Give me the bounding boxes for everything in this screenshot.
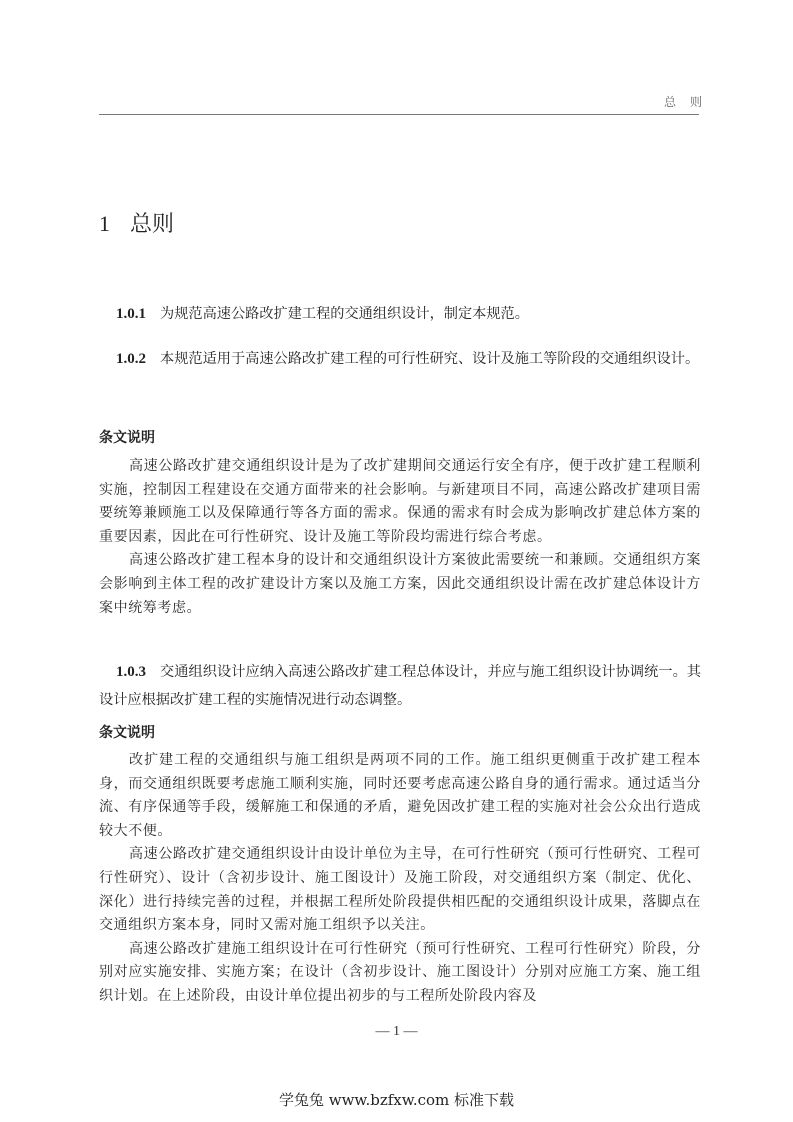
explanatory-note	[99, 749, 701, 1009]
chapter-number: 1	[99, 211, 110, 236]
page-number: — 1 —	[375, 1024, 418, 1039]
clause-1-0-3	[99, 658, 701, 714]
watermark-footer: 学兔兔 www.bzfxw.com 标准下载	[278, 1091, 515, 1109]
header-rule	[99, 114, 699, 115]
clause-number: 1.0.1	[116, 306, 146, 322]
clause-1-0-1	[99, 300, 701, 328]
clause-1-0-2	[99, 345, 701, 373]
note-paragraph: 高速公路改扩建交通组织设计由设计单位为主导，在可行性研究（预可行性研究、工程可行性研究）、设计（含初步设计、施工图设计）及施工阶段，对交通组织方案（制定、优化、深化）进行持续完善的过程，并根据工程所处阶段提供相匹配的交通组织设计成果，落脚点在交通组织方案本身，同时又需对施工组织予以关注。	[99, 846, 701, 934]
clause-text: 为规范高速公路改扩建工程的交通组织设计，制定本规范。	[160, 306, 529, 322]
note-paragraph: 高速公路改扩建工程本身的设计和交通组织设计方案彼此需要统一和兼顾。交通组织方案会影响到主体工程的改扩建设计方案以及施工方案，因此交通组织设计需在改扩建总体设计方案中统筹考虑。	[99, 552, 701, 616]
note-title: 条文说明	[99, 430, 155, 446]
chapter-title	[99, 207, 174, 238]
note-title: 条文说明	[99, 725, 155, 741]
clause-text: 交通组织设计应纳入高速公路改扩建工程总体设计，并应与施工组织设计协调统一。其设计应根据改扩建工程的实施情况进行动态调整。	[99, 664, 701, 708]
clause-text: 本规范适用于高速公路改扩建工程的可行性研究、设计及施工等阶段的交通组织设计。	[160, 351, 700, 367]
note-paragraph: 高速公路改扩建施工组织设计在可行性研究（预可行性研究、工程可行性研究）阶段，分别对应实施安排、实施方案；在设计（含初步设计、施工图设计）分别对应施工方案、施工组织计划。在上述阶段，由设计单位提出初步的与工程所处阶段内容及	[99, 940, 701, 1004]
note-paragraph: 高速公路改扩建交通组织设计是为了改扩建期间交通运行安全有序，便于改扩建工程顺利实施，控制因工程建设在交通方面带来的社会影响。与新建项目不同，高速公路改扩建项目需要统筹兼顾施工以及保障通行等各方面的需求。保通的需求有时会成为影响改扩建总体方案的重要因素，因此在可行性研究、设计及施工等阶段均需进行综合考虑。	[99, 458, 701, 545]
note-paragraph: 改扩建工程的交通组织与施工组织是两项不同的工作。施工组织更侧重于改扩建工程本身，而交通组织既要考虑施工顺利实施，同时还要考虑高速公路自身的通行需求。通过适当分流、有序保通等手段，缓解施工和保通的矛盾，避免因改扩建工程的实施对社会公众出行造成较大不便。	[99, 752, 701, 839]
clause-number: 1.0.3	[116, 664, 146, 680]
chapter-title-text: 总则	[130, 212, 175, 237]
running-head: 总则	[664, 95, 717, 109]
explanatory-note	[99, 455, 701, 620]
clause-number: 1.0.2	[116, 351, 146, 367]
